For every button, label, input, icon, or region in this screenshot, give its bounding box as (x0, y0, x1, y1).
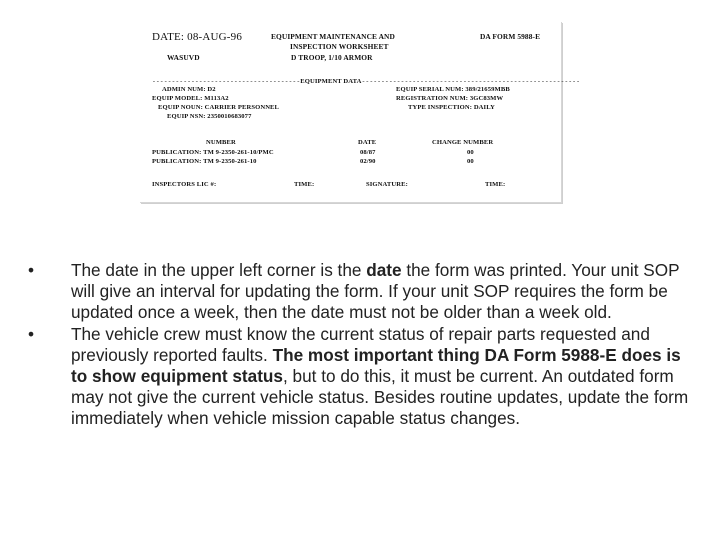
bullet-2-text-a: The vehicle crew must know the current status of repair parts requested and previously reported faults. (71, 323, 650, 365)
serial-num: EQUIP SERIAL NUM: 389/21659MBB (396, 86, 510, 93)
equip-model: EQUIP MODEL: M113A2 (152, 95, 229, 102)
form-number: DA FORM 5988-E (480, 32, 541, 41)
bullet-item-2 (28, 324, 698, 430)
sig-time-2: TIME: (485, 181, 506, 188)
form-title-line2: INSPECTION WORKSHEET (290, 42, 389, 51)
equip-noun: EQUIP NOUN: CARRIER PERSONNEL (158, 104, 280, 111)
col-date: DATE (358, 139, 377, 146)
pub1-name: PUBLICATION: TM 9-2350-261-10/PMC (152, 149, 274, 156)
pub2-name: PUBLICATION: TM 9-2350-261-10 (152, 158, 257, 165)
pub1-change: 00 (467, 149, 474, 156)
sig-time-1: TIME: (294, 181, 315, 188)
pub2-change: 00 (467, 158, 474, 165)
equipment-data-heading: EQUIPMENT DATA (300, 78, 362, 85)
form-title-line1: EQUIPMENT MAINTENANCE AND (271, 32, 395, 41)
bullet-1-text-a: The date in the upper left corner is the (71, 260, 367, 280)
bullet-2-bold: The most important thing DA Form 5988-E does is to show equipment status (71, 344, 681, 387)
admin-num: ADMIN NUM: D2 (162, 86, 216, 93)
divider-left: -------------------------------------- (152, 78, 301, 85)
col-number: NUMBER (206, 139, 236, 146)
bullet-2-text-b: , but to do this, it must be current. An outdated form may not give the current vehicle status. Besides routine updates, update the form immediately when vehicle mission capable status changes. (71, 366, 689, 429)
bullet-glyph: • (28, 260, 35, 280)
pub1-date: 08/87 (360, 149, 376, 156)
equipment-data-divider (152, 70, 580, 85)
form-unit: WASUVD (167, 53, 200, 62)
sig-inspector: INSPECTORS LIC #: (152, 181, 217, 188)
pub2-date: 02/90 (360, 158, 376, 165)
equip-nsn: EQUIP NSN: 2350010683077 (167, 113, 252, 120)
explanation-bullets (28, 260, 698, 430)
col-change: CHANGE NUMBER (432, 139, 494, 146)
sig-signature: SIGNATURE: (366, 181, 408, 188)
bullet-glyph: • (28, 323, 35, 344)
registration-num: REGISTRATION NUM: 3GC83MW (396, 95, 504, 102)
bullet-1-text-b: the form was printed. Your unit SOP will give an interval for updating the form. If your unit SOP requires the form be updated once a week, then the date must not be older than a week old. (71, 260, 680, 323)
form-title-line3: D TROOP, 1/10 ARMOR (291, 53, 373, 62)
type-inspection: TYPE INSPECTION: DAILY (408, 104, 495, 111)
bullet-item-1 (28, 260, 698, 324)
bullet-1-bold: date (366, 260, 402, 280)
form-date: DATE: 08-AUG-96 (152, 31, 243, 43)
divider-right: -------------------------------------------------------- (361, 78, 580, 85)
da-form-5988e-image (140, 22, 580, 203)
